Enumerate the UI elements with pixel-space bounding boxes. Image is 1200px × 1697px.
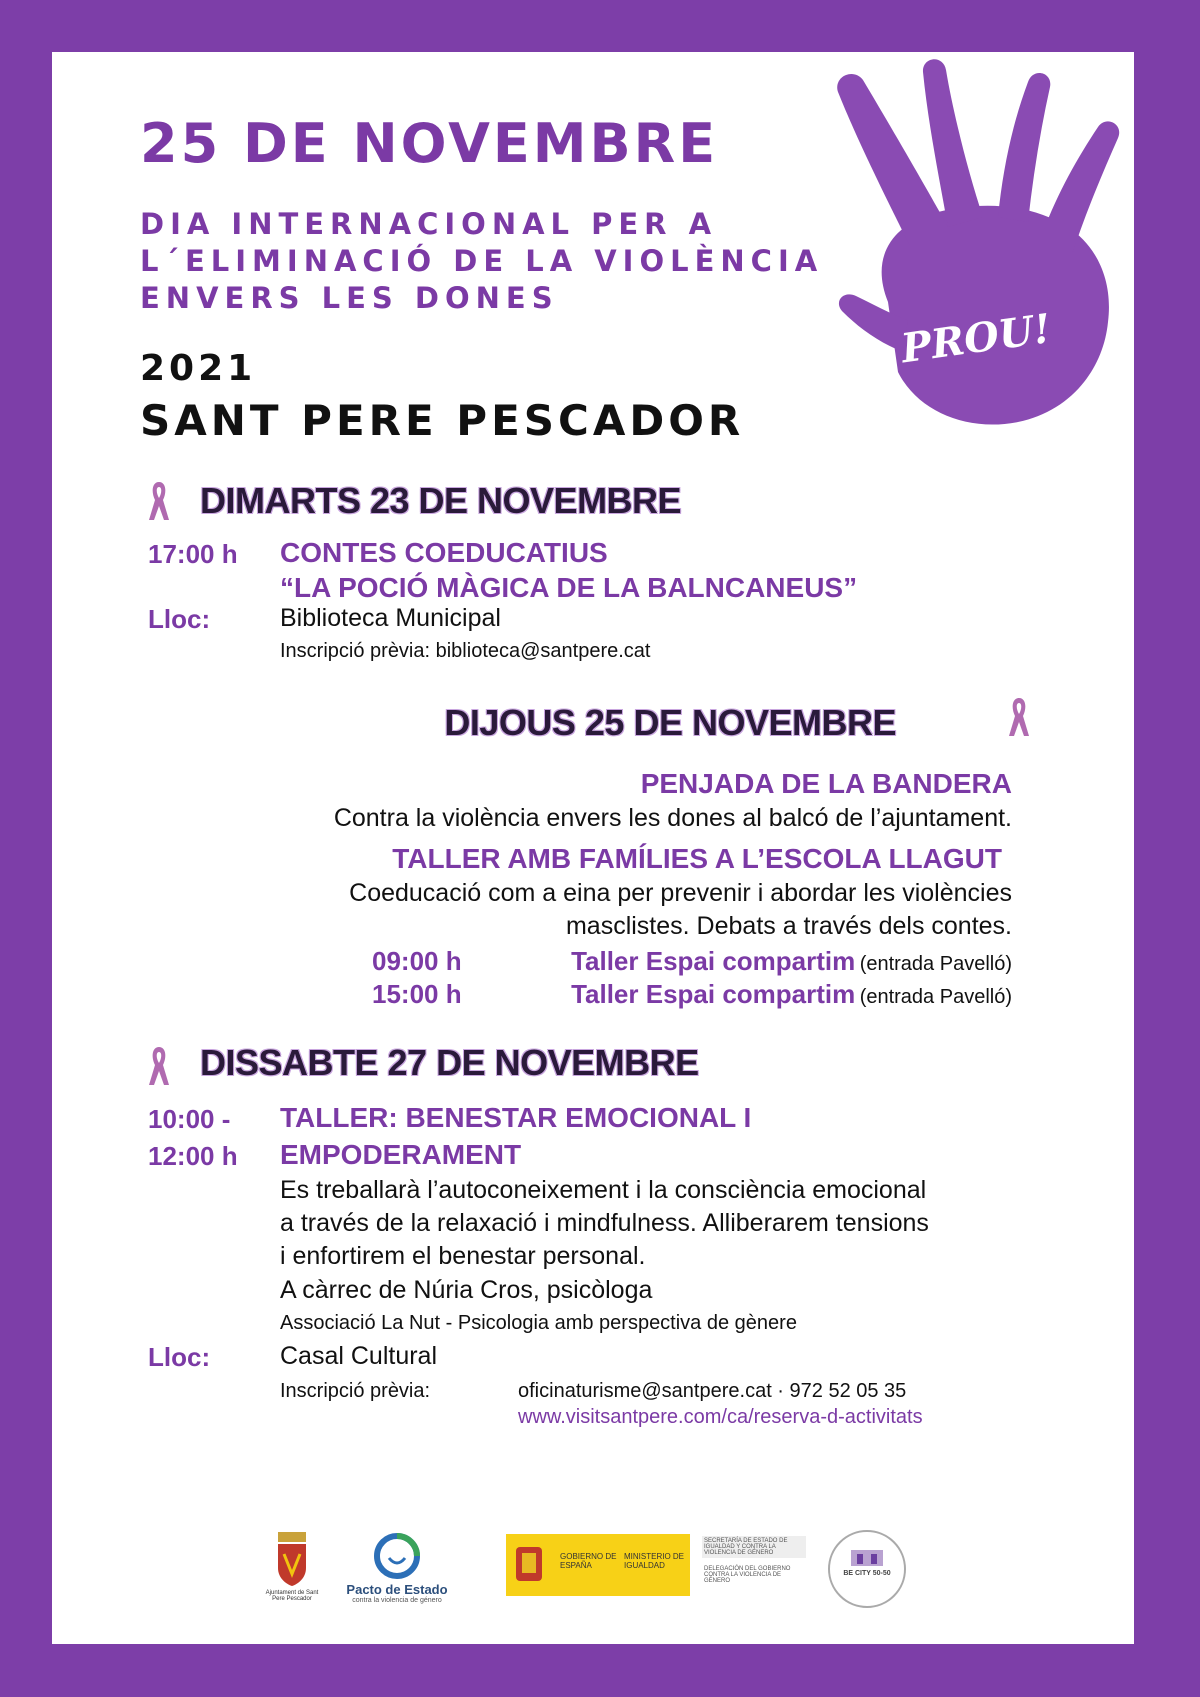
day3-desc3: i enfortirem el benestar personal.	[280, 1242, 646, 1270]
delegacion-label: DELEGACIÓN DEL GOBIERNO CONTRA LA VIOLENCIA DE GÉNERO	[704, 1566, 791, 1584]
day2-activity1: PENJADA DE LA BANDERA	[640, 768, 1012, 799]
day3-activity-line1: TALLER: BENESTAR EMOCIONAL I	[280, 1102, 752, 1133]
day1-registration: Inscripció prèvia: biblioteca@santpere.cat	[280, 640, 651, 662]
day1-activity-line1: CONTES COEDUCATIUS	[280, 537, 608, 568]
day3-contact: oficinaturisme@santpere.cat · 972 52 05 35	[518, 1380, 907, 1402]
day3-registration-label: Inscripció prèvia:	[280, 1380, 431, 1402]
day3-time-line1: 10:00 -	[148, 1104, 231, 1134]
poster-sheet	[52, 52, 1134, 1644]
day2-activity2: TALLER AMB FAMÍLIES A L’ESCOLA LLAGUT	[392, 843, 1002, 874]
ajuntament-logo	[262, 1530, 322, 1602]
pacto-sublabel: contra la violencia de género	[352, 1597, 442, 1604]
day3-url[interactable]: www.visitsantpere.com/ca/reserva-d-activitats	[518, 1406, 923, 1428]
day3-place-label: Lloc:	[148, 1342, 211, 1372]
subtitle-line-1: DIA INTERNACIONAL PER A	[140, 207, 718, 241]
day3-desc2: a través de la relaxació i mindfulness. Alliberarem tensions	[280, 1209, 929, 1237]
year: 2021	[140, 348, 257, 389]
day3-desc1: Es treballarà l’autoconeixement i la consciència emocional	[280, 1176, 927, 1204]
day3-time-line2: 12:00 h	[148, 1141, 238, 1171]
day2-heading: DIJOUS 25 DE NOVEMBRE	[444, 702, 896, 743]
day3-place: Casal Cultural	[280, 1342, 438, 1370]
pacto-ring-icon	[371, 1530, 423, 1582]
day1-heading: DIMARTS 23 DE NOVEMBRE	[200, 480, 682, 521]
seal-label: BE CITY 50-50	[843, 1570, 891, 1577]
day1-time: 17:00 h	[148, 539, 238, 569]
secretaria-label: SECRETARÍA DE ESTADO DE IGUALDAD Y CONTRA LA VIOLENCIA DE GÉNERO	[702, 1536, 806, 1558]
purple-hand-icon	[828, 52, 1128, 462]
coat-of-arms-icon	[272, 1530, 312, 1590]
awareness-ribbon-icon	[148, 1045, 170, 1087]
gobierno-label: GOBIERNO DE ESPAÑA	[560, 1552, 617, 1570]
subtitle-line-3: ENVERS LES DONES	[140, 281, 559, 315]
spain-shield-icon	[512, 1543, 546, 1587]
day2-activity1-desc: Contra la violència envers les dones al balcó de l’ajuntament.	[333, 804, 1012, 832]
ajuntament-label: Ajuntament de Sant Pere Pescador	[265, 1590, 319, 1602]
main-title: 25 DE NOVEMBRE	[140, 112, 719, 175]
day3-host: A càrrec de Núria Cros, psicòloga	[280, 1276, 653, 1304]
day2-session2-time: 15:00 h	[372, 979, 462, 1009]
ministerio-label: MINISTERIO DE IGUALDAD	[624, 1552, 685, 1570]
day2-session2-note: (entrada Pavelló)	[859, 986, 1012, 1008]
day2-activity2-desc1: Coeducació com a eina per prevenir i abordar les violències	[349, 879, 1012, 907]
day3-activity-line2: EMPODERAMENT	[280, 1139, 522, 1170]
subtitle-line-2: L´ELIMINACIÓ DE LA VIOLÈNCIA	[140, 244, 824, 278]
secretaria-logo	[702, 1536, 806, 1586]
awareness-ribbon-icon	[148, 480, 170, 522]
day1-place: Biblioteca Municipal	[280, 604, 501, 632]
day2-session2-title: Taller Espai compartim	[571, 979, 856, 1009]
day2-session1-time: 09:00 h	[372, 946, 462, 976]
day2-session1-title: Taller Espai compartim	[571, 946, 856, 976]
day3-org: Associació La Nut - Psicologia amb perspectiva de gènere	[280, 1312, 797, 1334]
seal-building-icon	[849, 1544, 885, 1568]
day2-session1	[571, 946, 1012, 977]
day1-activity-line2: “LA POCIÓ MÀGICA DE LA BALNCANEUS”	[280, 572, 858, 603]
awareness-ribbon-icon	[1008, 696, 1030, 738]
be-city-seal	[828, 1530, 906, 1608]
pacto-estado-logo	[342, 1530, 452, 1604]
hand-text: PROU!	[898, 304, 1054, 373]
day2-activity2-desc2: masclistes. Debats a través dels contes.	[565, 912, 1012, 940]
day1-place-label: Lloc:	[148, 604, 211, 634]
town-name: SANT PERE PESCADOR	[140, 396, 745, 445]
day3-heading: DISSABTE 27 DE NOVEMBRE	[200, 1042, 699, 1083]
day2-session2	[571, 979, 1012, 1010]
day2-session1-note: (entrada Pavelló)	[859, 953, 1012, 975]
gobierno-logo	[506, 1534, 690, 1596]
pacto-label: Pacto de Estado	[346, 1582, 448, 1597]
